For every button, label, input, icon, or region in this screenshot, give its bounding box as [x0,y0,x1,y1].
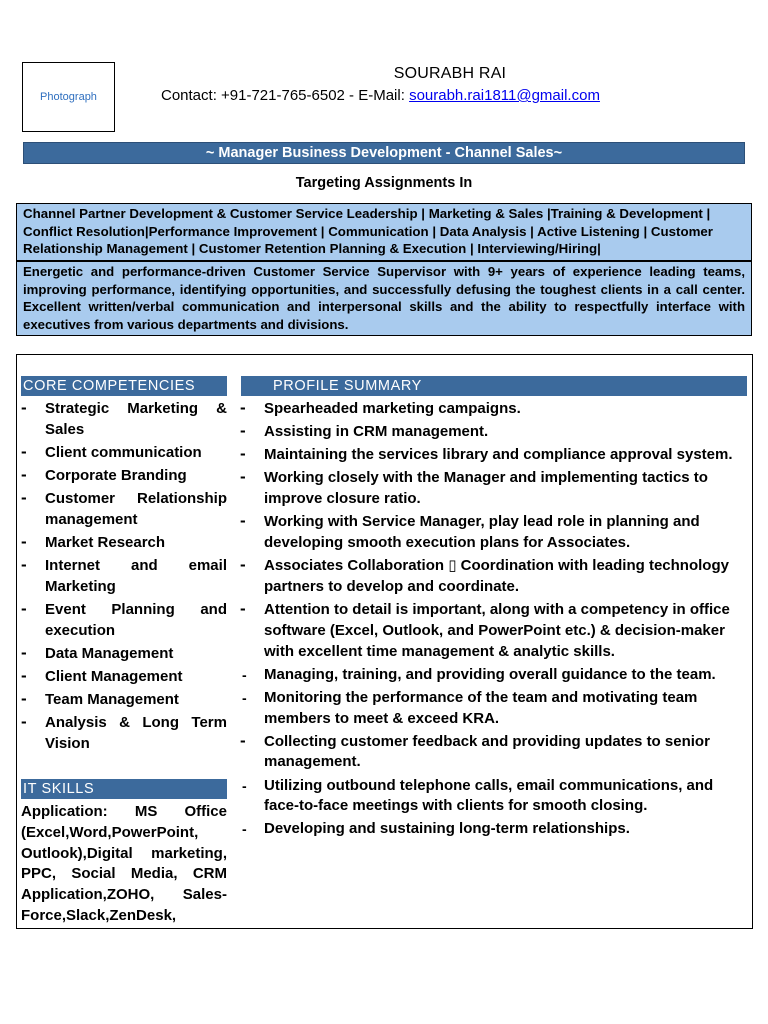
contact-line [161,87,600,104]
dash-bullet-icon: - [242,666,247,683]
dash-bullet-icon: - [21,441,27,461]
list-item: - Attention to detail is important, along with a competency in office software (Excel, Outlook, and PowerPoint etc.) & decision-maker with excellent time management & analytic skills. [240,598,730,660]
list-item: - Client Management [21,665,183,685]
contact-phone: Contact: +91-721-765-6502 - E-Mail: [161,87,410,104]
list-item: - Working with Service Manager, play lead role in planning and developing smooth execution plans for Associates. [240,511,700,551]
dash-bullet-icon: - [242,689,247,706]
list-item: - Team Management [21,689,179,709]
dash-bullet-icon: - [21,464,27,484]
dash-bullet-icon: - [242,777,247,794]
dash-bullet-icon: - [21,398,27,417]
dash-bullet-icon: - [21,689,27,709]
dash-bullet-icon: - [240,421,246,441]
list-item: - Associates Collaboration ▯ Coordination with leading technology partners to develop and coordinate. [240,555,729,595]
dash-bullet-icon: - [21,488,27,508]
dash-bullet-icon: - [240,398,246,417]
list-item: - Developing and sustaining long-term relationships. [239,819,749,840]
key-skills-text: Channel Partner Development & Customer Service Leadership | Marketing & Sales |Training & Development | Conflict Resolution|Performance Improvement | Communication | Data Analysis | Active Listening | Customer Relationship Management | Customer Retention Planning & Execution | Interviewing/Hiring| [23,206,713,256]
list-item: - Maintaining the services library and compliance approval system. [240,444,733,464]
targeting-heading: Targeting Assignments In [295,175,473,191]
dash-bullet-icon: - [21,531,27,551]
list-item: - Collecting customer feedback and providing updates to senior management. [240,730,710,771]
list-item: - Customer Relationship management [21,488,227,528]
dash-bullet-icon: - [21,665,27,685]
key-skills-box [16,203,752,261]
candidate-name: SOURABH RAI [393,65,507,82]
email-link[interactable]: sourabh.rai1811@gmail.com [409,87,600,104]
profile-summary-heading: PROFILE SUMMARY [241,376,747,396]
list-item: - Strategic Marketing & Sales [21,398,227,438]
dash-bullet-icon: - [240,730,246,750]
profile-summary-list [239,399,749,843]
dash-bullet-icon: - [240,467,246,487]
list-item: - Working closely with the Manager and implementing tactics to improve closure ratio. [240,467,708,508]
list-item: - Client communication [21,441,202,461]
dash-bullet-icon: - [21,712,27,732]
list-item: - Analysis & Long Term Vision [21,712,227,752]
list-item: - Internet and email Marketing [21,555,227,595]
dash-bullet-icon: - [240,511,246,531]
list-item: - Market Research [21,531,166,551]
photograph-label: Photograph [40,91,97,103]
core-competencies-list [21,399,227,757]
dash-bullet-icon: - [21,598,27,618]
summary-text: Energetic and performance-driven Customer Service Supervisor with 9+ years of experience leading teams, improving performance, identifying opportunities, and successfully defusing the toughest clients in a call center. Excellent written/verbal communication and interpersonal skills and the ability to respectfully interface with executives from various departments and divisions. [23,264,745,332]
it-skills-text: Application: MS Office (Excel,Word,PowerPoint, Outlook),Digital marketing, PPC, Social Media, CRM Application,ZOHO, Sales-Force,Slack,ZenDesk, [21,803,227,924]
list-item: - Managing, training, and providing overall guidance to the team. [239,665,749,686]
list-item: - Utilizing outbound telephone calls, email communications, and face-to-face meetings with clients for smooth closing. [242,776,714,815]
list-item: - Spearheaded marketing campaigns. [240,398,521,417]
dash-bullet-icon: - [242,821,247,838]
dash-bullet-icon: - [240,598,246,618]
it-skills-heading: IT SKILLS [21,779,227,799]
dash-bullet-icon: - [21,642,27,662]
job-title-bar: ~ Manager Business Development - Channel Sales~ [23,142,745,164]
list-item: - Data Management [21,642,174,662]
list-item: - Monitoring the performance of the team and motivating team members to meet & exceed KRA. [242,688,698,727]
dash-bullet-icon: - [240,555,246,575]
photograph-placeholder [22,62,115,132]
list-item: - Assisting in CRM management. [240,421,489,441]
dash-bullet-icon: - [240,444,246,464]
dash-bullet-icon: - [21,555,27,575]
list-item: - Event Planning and execution [21,598,227,639]
core-competencies-heading: CORE COMPETENCIES [21,376,227,396]
summary-box [16,261,752,336]
list-item: - Corporate Branding [21,464,187,484]
